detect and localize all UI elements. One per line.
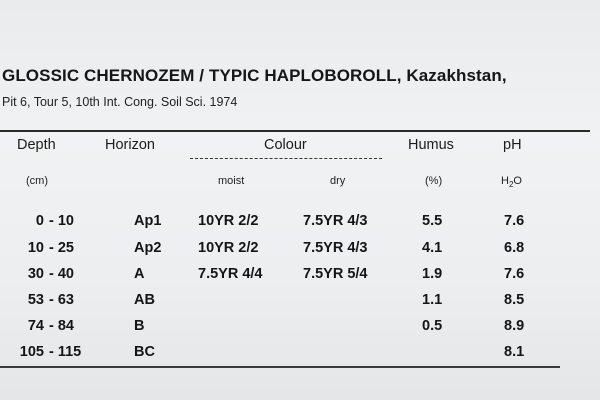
subheader-ph-medium: $H_2O$ [501,175,522,190]
cell-depth-top: 10 [27,240,44,256]
cell-ph: 7.6 [504,213,525,229]
cell-colour-moist: 10YR 2/2 [198,240,259,256]
cell-depth-bottom: - 63 [49,292,74,308]
subheader-moist: moist [218,175,245,187]
table-bottom-rule [0,366,560,368]
cell-horizon: AB [134,292,155,308]
cell-ph: 7.6 [504,266,525,282]
cell-depth-bottom: - 10 [49,213,74,229]
header-colour: Colour [264,137,307,153]
cell-depth-bottom: - 84 [49,318,74,334]
cell-colour-moist: 7.5YR 4/4 [198,266,263,282]
cell-humus: 0.5 [422,318,443,334]
cell-colour-dry: 7.5YR 4/3 [303,213,368,229]
cell-horizon: Ap2 [134,240,162,256]
cell-depth-top: 30 [27,266,44,282]
cell-humus: 1.9 [422,266,443,282]
header-humus: Humus [408,137,454,153]
cell-ph: 8.5 [504,292,525,308]
cell-colour-moist: 10YR 2/2 [198,213,259,229]
cell-horizon: B [134,318,145,334]
cell-depth-bottom: - 115 [49,344,82,360]
cell-ph: 8.9 [504,318,525,334]
cell-depth-bottom: - 25 [49,240,74,256]
header-horizon: Horizon [105,137,155,153]
cell-depth-top: 0 [35,213,44,229]
cell-depth-bottom: - 40 [49,266,74,282]
cell-depth-top: 105 [19,344,44,360]
cell-ph: 6.8 [504,240,525,256]
header-depth: Depth [17,137,56,153]
cell-humus: 5.5 [422,213,443,229]
cell-colour-dry: 7.5YR 5/4 [303,266,368,282]
cell-depth-top: 53 [27,292,44,308]
subheader-depth-unit: (cm) [26,175,48,187]
cell-ph: 8.1 [504,344,525,360]
subheader-dry: dry [330,175,346,187]
page-subtitle: Pit 6, Tour 5, 10th Int. Cong. Soil Sci. 1974 [2,95,238,109]
page-title: GLOSSIC CHERNOZEM / TYPIC HAPLOBOROLL, Kazakhstan, [2,66,507,85]
cell-humus: 4.1 [422,240,443,256]
table-top-rule [0,130,590,132]
colour-divider [190,158,382,159]
cell-horizon: Ap1 [134,213,162,229]
header-ph: pH [503,137,522,153]
cell-colour-dry: 7.5YR 4/3 [303,240,368,256]
cell-humus: 1.1 [422,292,443,308]
cell-horizon: A [134,266,145,282]
cell-depth-top: 74 [27,318,44,334]
cell-horizon: BC [134,344,155,360]
subheader-humus-unit: (%) [425,175,443,187]
